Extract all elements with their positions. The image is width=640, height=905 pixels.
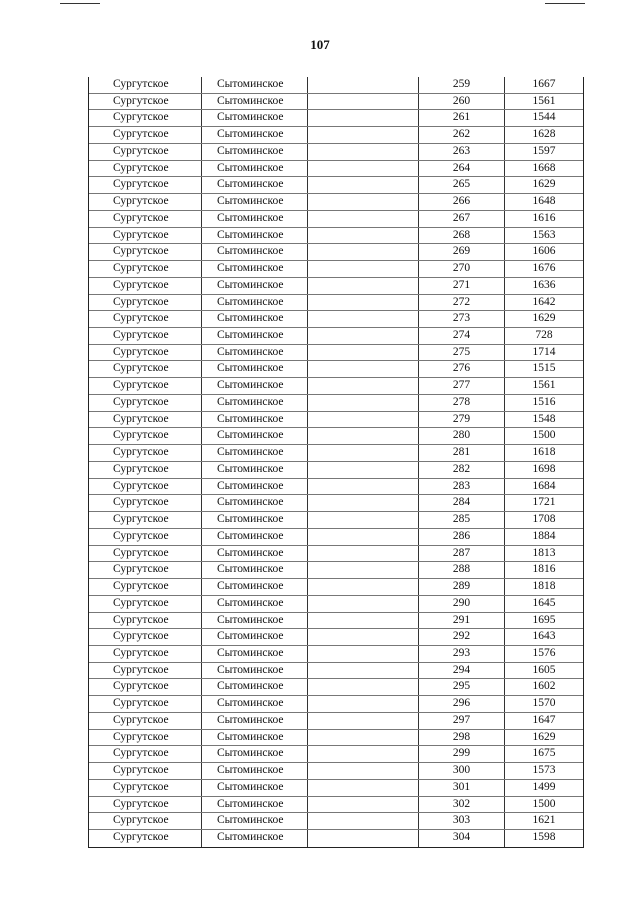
well-number-cell: 290 bbox=[419, 596, 505, 612]
empty-cell bbox=[308, 144, 419, 160]
field-cell: Сургутское bbox=[89, 730, 202, 746]
well-number-cell: 295 bbox=[419, 679, 505, 695]
depth-cell: 1598 bbox=[532, 831, 556, 844]
depth-cell: 1708 bbox=[532, 513, 556, 526]
table-row bbox=[89, 679, 583, 696]
depth-cell: 1618 bbox=[532, 446, 556, 459]
well-number-cell: 264 bbox=[419, 161, 505, 177]
table-row bbox=[89, 529, 583, 546]
well-number-cell: 277 bbox=[419, 378, 505, 394]
empty-cell bbox=[308, 663, 419, 679]
empty-cell bbox=[308, 646, 419, 662]
field-cell: Сургутское bbox=[89, 161, 202, 177]
well-number-cell: 272 bbox=[419, 295, 505, 311]
depth-cell: 1647 bbox=[532, 713, 556, 726]
empty-cell bbox=[308, 278, 419, 294]
empty-cell bbox=[308, 780, 419, 796]
empty-cell bbox=[308, 462, 419, 478]
empty-cell bbox=[308, 445, 419, 461]
depth-cell: 1605 bbox=[532, 663, 556, 676]
table-row bbox=[89, 813, 583, 830]
field-cell: Сургутское bbox=[89, 345, 202, 361]
field-cell: Сургутское bbox=[89, 763, 202, 779]
field-cell: Сургутское bbox=[89, 495, 202, 511]
table-row bbox=[89, 696, 583, 713]
depth-cell: 1544 bbox=[532, 111, 556, 124]
license-area-cell: Сытоминское bbox=[202, 613, 308, 629]
well-number-cell: 289 bbox=[419, 579, 505, 595]
empty-cell bbox=[308, 211, 419, 227]
well-number-cell: 300 bbox=[419, 763, 505, 779]
table-row bbox=[89, 261, 583, 278]
table-row bbox=[89, 211, 583, 228]
table-row bbox=[89, 77, 583, 94]
empty-cell bbox=[308, 579, 419, 595]
table-row bbox=[89, 428, 583, 445]
well-number-cell: 294 bbox=[419, 663, 505, 679]
table-row bbox=[89, 780, 583, 797]
well-number-cell: 268 bbox=[419, 228, 505, 244]
table-row bbox=[89, 278, 583, 295]
field-cell: Сургутское bbox=[89, 546, 202, 562]
empty-cell bbox=[308, 94, 419, 110]
field-cell: Сургутское bbox=[89, 395, 202, 411]
depth-cell: 1645 bbox=[532, 596, 556, 609]
field-cell: Сургутское bbox=[89, 428, 202, 444]
license-area-cell: Сытоминское bbox=[202, 445, 308, 461]
empty-cell bbox=[308, 730, 419, 746]
empty-cell bbox=[308, 797, 419, 813]
depth-cell: 1648 bbox=[532, 195, 556, 208]
license-area-cell: Сытоминское bbox=[202, 629, 308, 645]
empty-cell bbox=[308, 345, 419, 361]
empty-cell bbox=[308, 311, 419, 327]
empty-cell bbox=[308, 295, 419, 311]
empty-cell bbox=[308, 529, 419, 545]
field-cell: Сургутское bbox=[89, 629, 202, 645]
well-number-cell: 263 bbox=[419, 144, 505, 160]
depth-cell: 1621 bbox=[532, 814, 556, 827]
depth-cell: 1714 bbox=[532, 345, 556, 358]
license-area-cell: Сытоминское bbox=[202, 77, 308, 93]
field-cell: Сургутское bbox=[89, 813, 202, 829]
field-cell: Сургутское bbox=[89, 797, 202, 813]
table-row bbox=[89, 713, 583, 730]
well-number-cell: 293 bbox=[419, 646, 505, 662]
license-area-cell: Сытоминское bbox=[202, 746, 308, 762]
table-row bbox=[89, 546, 583, 563]
license-area-cell: Сытоминское bbox=[202, 730, 308, 746]
empty-cell bbox=[308, 127, 419, 143]
depth-cell: 1813 bbox=[532, 546, 556, 559]
depth-cell: 1499 bbox=[532, 780, 556, 793]
license-area-cell: Сытоминское bbox=[202, 646, 308, 662]
table-row bbox=[89, 596, 583, 613]
depth-cell: 1818 bbox=[532, 580, 556, 593]
empty-cell bbox=[308, 763, 419, 779]
page-number: 107 bbox=[310, 37, 330, 52]
empty-cell bbox=[308, 412, 419, 428]
license-area-cell: Сытоминское bbox=[202, 562, 308, 578]
depth-cell: 1597 bbox=[532, 144, 556, 157]
table-row bbox=[89, 746, 583, 763]
field-cell: Сургутское bbox=[89, 361, 202, 377]
register-table bbox=[88, 77, 584, 848]
field-cell: Сургутское bbox=[89, 445, 202, 461]
empty-cell bbox=[308, 479, 419, 495]
license-area-cell: Сытоминское bbox=[202, 244, 308, 260]
empty-cell bbox=[308, 228, 419, 244]
depth-cell: 1616 bbox=[532, 211, 556, 224]
depth-cell: 1667 bbox=[532, 78, 556, 90]
table-row bbox=[89, 94, 583, 111]
well-number-cell: 301 bbox=[419, 780, 505, 796]
license-area-cell: Сытоминское bbox=[202, 529, 308, 545]
empty-cell bbox=[308, 395, 419, 411]
depth-cell: 1561 bbox=[532, 94, 556, 107]
depth-cell: 1884 bbox=[532, 529, 556, 542]
well-number-cell: 269 bbox=[419, 244, 505, 260]
table-row bbox=[89, 579, 583, 596]
license-area-cell: Сытоминское bbox=[202, 228, 308, 244]
well-number-cell: 285 bbox=[419, 512, 505, 528]
table-row bbox=[89, 512, 583, 529]
license-area-cell: Сытоминское bbox=[202, 177, 308, 193]
license-area-cell: Сытоминское bbox=[202, 579, 308, 595]
empty-cell bbox=[308, 830, 419, 847]
license-area-cell: Сытоминское bbox=[202, 278, 308, 294]
license-area-cell: Сытоминское bbox=[202, 261, 308, 277]
license-area-cell: Сытоминское bbox=[202, 110, 308, 126]
well-number-cell: 274 bbox=[419, 328, 505, 344]
depth-cell: 1628 bbox=[532, 128, 556, 141]
table-row bbox=[89, 763, 583, 780]
table-row bbox=[89, 663, 583, 680]
table-row bbox=[89, 797, 583, 814]
table-row bbox=[89, 110, 583, 127]
well-number-cell: 303 bbox=[419, 813, 505, 829]
table-row bbox=[89, 613, 583, 630]
table-row bbox=[89, 629, 583, 646]
well-number-cell: 281 bbox=[419, 445, 505, 461]
license-area-cell: Сытоминское bbox=[202, 512, 308, 528]
well-number-cell: 279 bbox=[419, 412, 505, 428]
depth-cell: 1563 bbox=[532, 228, 556, 241]
table-row bbox=[89, 412, 583, 429]
depth-cell: 1606 bbox=[532, 245, 556, 258]
table-row bbox=[89, 361, 583, 378]
table-row bbox=[89, 244, 583, 261]
field-cell: Сургутское bbox=[89, 144, 202, 160]
depth-cell: 1561 bbox=[532, 379, 556, 392]
field-cell: Сургутское bbox=[89, 562, 202, 578]
license-area-cell: Сытоминское bbox=[202, 412, 308, 428]
well-number-cell: 278 bbox=[419, 395, 505, 411]
depth-cell: 1629 bbox=[532, 178, 556, 191]
table-row bbox=[89, 177, 583, 194]
field-cell: Сургутское bbox=[89, 244, 202, 260]
field-cell: Сургутское bbox=[89, 211, 202, 227]
table-row bbox=[89, 479, 583, 496]
table-row bbox=[89, 495, 583, 512]
well-number-cell: 298 bbox=[419, 730, 505, 746]
table-row bbox=[89, 562, 583, 579]
field-cell: Сургутское bbox=[89, 177, 202, 193]
empty-cell bbox=[308, 629, 419, 645]
field-cell: Сургутское bbox=[89, 311, 202, 327]
table-row bbox=[89, 830, 583, 847]
license-area-cell: Сытоминское bbox=[202, 479, 308, 495]
empty-cell bbox=[308, 746, 419, 762]
depth-cell: 1642 bbox=[532, 295, 556, 308]
table-row bbox=[89, 395, 583, 412]
empty-cell bbox=[308, 546, 419, 562]
license-area-cell: Сытоминское bbox=[202, 679, 308, 695]
depth-cell: 1500 bbox=[532, 797, 556, 810]
empty-cell bbox=[308, 562, 419, 578]
depth-cell: 1629 bbox=[532, 730, 556, 743]
table-row bbox=[89, 730, 583, 747]
license-area-cell: Сытоминское bbox=[202, 395, 308, 411]
well-number-cell: 304 bbox=[419, 830, 505, 847]
well-number-cell: 260 bbox=[419, 94, 505, 110]
depth-cell: 1515 bbox=[532, 362, 556, 375]
table-row bbox=[89, 328, 583, 345]
depth-cell: 1570 bbox=[532, 697, 556, 710]
field-cell: Сургутское bbox=[89, 596, 202, 612]
field-cell: Сургутское bbox=[89, 663, 202, 679]
field-cell: Сургутское bbox=[89, 713, 202, 729]
license-area-cell: Сытоминское bbox=[202, 378, 308, 394]
field-cell: Сургутское bbox=[89, 529, 202, 545]
well-number-cell: 282 bbox=[419, 462, 505, 478]
table-row bbox=[89, 445, 583, 462]
license-area-cell: Сытоминское bbox=[202, 763, 308, 779]
table-row bbox=[89, 228, 583, 245]
field-cell: Сургутское bbox=[89, 579, 202, 595]
field-cell: Сургутское bbox=[89, 378, 202, 394]
empty-cell bbox=[308, 361, 419, 377]
well-number-cell: 266 bbox=[419, 194, 505, 210]
field-cell: Сургутское bbox=[89, 830, 202, 847]
field-cell: Сургутское bbox=[89, 228, 202, 244]
field-cell: Сургутское bbox=[89, 328, 202, 344]
empty-cell bbox=[308, 613, 419, 629]
license-area-cell: Сытоминское bbox=[202, 428, 308, 444]
depth-cell: 1500 bbox=[532, 429, 556, 442]
empty-cell bbox=[308, 428, 419, 444]
license-area-cell: Сытоминское bbox=[202, 713, 308, 729]
well-number-cell: 299 bbox=[419, 746, 505, 762]
empty-cell bbox=[308, 596, 419, 612]
table-row bbox=[89, 462, 583, 479]
table-row bbox=[89, 161, 583, 178]
well-number-cell: 286 bbox=[419, 529, 505, 545]
table-row bbox=[89, 194, 583, 211]
empty-cell bbox=[308, 110, 419, 126]
well-number-cell: 270 bbox=[419, 261, 505, 277]
depth-cell: 728 bbox=[535, 329, 553, 342]
license-area-cell: Сытоминское bbox=[202, 780, 308, 796]
empty-cell bbox=[308, 244, 419, 260]
field-cell: Сургутское bbox=[89, 479, 202, 495]
well-number-cell: 283 bbox=[419, 479, 505, 495]
well-number-cell: 297 bbox=[419, 713, 505, 729]
well-number-cell: 261 bbox=[419, 110, 505, 126]
field-cell: Сургутское bbox=[89, 194, 202, 210]
depth-cell: 1602 bbox=[532, 680, 556, 693]
table-row bbox=[89, 144, 583, 161]
depth-cell: 1695 bbox=[532, 613, 556, 626]
depth-cell: 1629 bbox=[532, 312, 556, 325]
scan-edge-mark bbox=[545, 3, 585, 4]
well-number-cell: 267 bbox=[419, 211, 505, 227]
license-area-cell: Сытоминское bbox=[202, 797, 308, 813]
well-number-cell: 280 bbox=[419, 428, 505, 444]
field-cell: Сургутское bbox=[89, 679, 202, 695]
field-cell: Сургутское bbox=[89, 746, 202, 762]
license-area-cell: Сытоминское bbox=[202, 361, 308, 377]
table-row bbox=[89, 646, 583, 663]
license-area-cell: Сытоминское bbox=[202, 311, 308, 327]
empty-cell bbox=[308, 261, 419, 277]
depth-cell: 1698 bbox=[532, 462, 556, 475]
license-area-cell: Сытоминское bbox=[202, 813, 308, 829]
well-number-cell: 302 bbox=[419, 797, 505, 813]
license-area-cell: Сытоминское bbox=[202, 462, 308, 478]
field-cell: Сургутское bbox=[89, 127, 202, 143]
field-cell: Сургутское bbox=[89, 696, 202, 712]
well-number-cell: 276 bbox=[419, 361, 505, 377]
well-number-cell: 287 bbox=[419, 546, 505, 562]
license-area-cell: Сытоминское bbox=[202, 144, 308, 160]
empty-cell bbox=[308, 696, 419, 712]
depth-cell: 1643 bbox=[532, 630, 556, 643]
depth-cell: 1668 bbox=[532, 161, 556, 174]
field-cell: Сургутское bbox=[89, 94, 202, 110]
depth-cell: 1576 bbox=[532, 646, 556, 659]
license-area-cell: Сытоминское bbox=[202, 295, 308, 311]
field-cell: Сургутское bbox=[89, 646, 202, 662]
license-area-cell: Сытоминское bbox=[202, 194, 308, 210]
field-cell: Сургутское bbox=[89, 110, 202, 126]
depth-cell: 1676 bbox=[532, 262, 556, 275]
depth-cell: 1573 bbox=[532, 764, 556, 777]
field-cell: Сургутское bbox=[89, 512, 202, 528]
license-area-cell: Сытоминское bbox=[202, 211, 308, 227]
license-area-cell: Сытоминское bbox=[202, 596, 308, 612]
table-row bbox=[89, 345, 583, 362]
empty-cell bbox=[308, 512, 419, 528]
license-area-cell: Сытоминское bbox=[202, 546, 308, 562]
table-row bbox=[89, 295, 583, 312]
table-row bbox=[89, 378, 583, 395]
depth-cell: 1721 bbox=[532, 496, 556, 509]
empty-cell bbox=[308, 177, 419, 193]
field-cell: Сургутское bbox=[89, 278, 202, 294]
empty-cell bbox=[308, 194, 419, 210]
license-area-cell: Сытоминское bbox=[202, 161, 308, 177]
depth-cell: 1816 bbox=[532, 563, 556, 576]
field-cell: Сургутское bbox=[89, 613, 202, 629]
license-area-cell: Сытоминское bbox=[202, 127, 308, 143]
well-number-cell: 292 bbox=[419, 629, 505, 645]
empty-cell bbox=[308, 679, 419, 695]
empty-cell bbox=[308, 77, 419, 93]
well-number-cell: 273 bbox=[419, 311, 505, 327]
license-area-cell: Сытоминское bbox=[202, 696, 308, 712]
license-area-cell: Сытоминское bbox=[202, 94, 308, 110]
field-cell: Сургутское bbox=[89, 261, 202, 277]
scan-edge-mark bbox=[60, 3, 100, 4]
depth-cell: 1675 bbox=[532, 747, 556, 760]
well-number-cell: 288 bbox=[419, 562, 505, 578]
well-number-cell: 296 bbox=[419, 696, 505, 712]
field-cell: Сургутское bbox=[89, 462, 202, 478]
field-cell: Сургутское bbox=[89, 295, 202, 311]
well-number-cell: 275 bbox=[419, 345, 505, 361]
table-row bbox=[89, 311, 583, 328]
license-area-cell: Сытоминское bbox=[202, 663, 308, 679]
well-number-cell: 284 bbox=[419, 495, 505, 511]
well-number-cell: 259 bbox=[419, 77, 505, 93]
empty-cell bbox=[308, 713, 419, 729]
well-number-cell: 291 bbox=[419, 613, 505, 629]
license-area-cell: Сытоминское bbox=[202, 328, 308, 344]
license-area-cell: Сытоминское bbox=[202, 495, 308, 511]
empty-cell bbox=[308, 813, 419, 829]
well-number-cell: 265 bbox=[419, 177, 505, 193]
empty-cell bbox=[308, 378, 419, 394]
empty-cell bbox=[308, 328, 419, 344]
well-number-cell: 271 bbox=[419, 278, 505, 294]
well-number-cell: 262 bbox=[419, 127, 505, 143]
table-row bbox=[89, 127, 583, 144]
license-area-cell: Сытоминское bbox=[202, 345, 308, 361]
field-cell: Сургутское bbox=[89, 77, 202, 93]
empty-cell bbox=[308, 495, 419, 511]
depth-cell: 1636 bbox=[532, 278, 556, 291]
depth-cell: 1684 bbox=[532, 479, 556, 492]
depth-cell: 1516 bbox=[532, 395, 556, 408]
field-cell: Сургутское bbox=[89, 412, 202, 428]
license-area-cell: Сытоминское bbox=[202, 830, 308, 847]
empty-cell bbox=[308, 161, 419, 177]
field-cell: Сургутское bbox=[89, 780, 202, 796]
depth-cell: 1548 bbox=[532, 412, 556, 425]
